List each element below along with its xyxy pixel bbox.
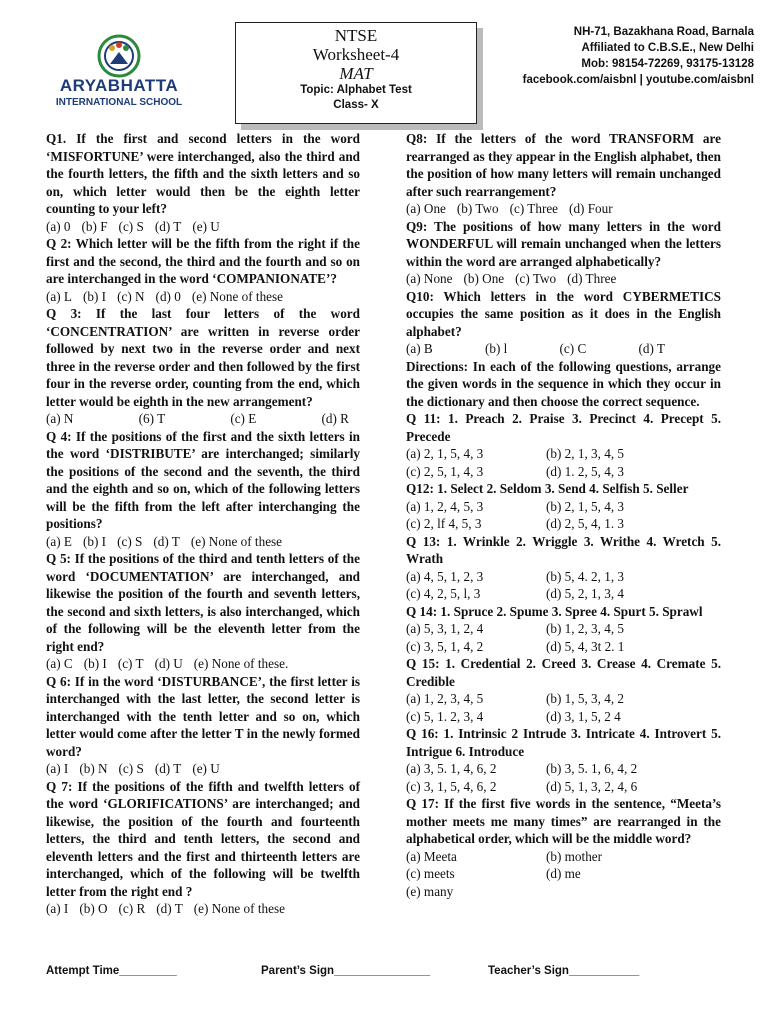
- option: (a) L: [46, 288, 72, 304]
- option: (a) 3, 5. 1, 4, 6, 2: [406, 761, 497, 776]
- question-17: [406, 795, 721, 900]
- option: (d) R: [321, 411, 349, 426]
- question-text: Q10: Which letters in the word CYBERMETICS occupies the same position as it does in the English alphabet?: [406, 288, 721, 339]
- option: (e) None of these.: [193, 656, 289, 671]
- option: (c) E: [230, 411, 257, 426]
- option: (b) I: [83, 656, 107, 671]
- options: [46, 410, 360, 428]
- worksheet-title-box: [235, 22, 477, 124]
- option: (d) T: [153, 533, 180, 549]
- option: (d) T: [154, 218, 182, 234]
- option: (a) 2, 1, 5, 4, 3: [406, 446, 484, 461]
- question-8: [406, 130, 721, 218]
- option: (d) 2, 5, 4, 1. 3: [546, 516, 625, 531]
- address-line: NH-71, Bazakhana Road, Barnala: [573, 26, 754, 38]
- question-2: [46, 235, 360, 305]
- option: (a) 4, 5, 1, 2, 3: [406, 568, 484, 584]
- option: (b) l: [484, 341, 508, 356]
- question-text: Q 16: 1. Intrinsic 2 Intrude 3. Intricate 4. Introvert 5. Intrigue 6. Introduce: [406, 726, 721, 759]
- option: (b) One: [463, 271, 505, 286]
- class-label: Class- X: [333, 99, 379, 111]
- option: (e) None of these: [191, 288, 284, 304]
- option: (a) 0: [46, 218, 71, 234]
- option: (6) T: [138, 411, 166, 426]
- option: (c) N: [117, 288, 145, 304]
- question-15: [406, 655, 721, 725]
- option: (a) E: [46, 533, 72, 549]
- address-line: Mob: 98154-72269, 93175-13128: [581, 58, 754, 70]
- school-logo: [44, 34, 194, 114]
- option: (d) T: [638, 341, 665, 356]
- option: (c) 5, 1. 2, 3, 4: [406, 708, 484, 724]
- option: (d) 0: [155, 288, 181, 304]
- option: (a) 1, 2, 3, 4, 5: [406, 691, 484, 706]
- attempt-time-field: Attempt Time_________: [46, 965, 177, 977]
- option: (b) 1, 2, 3, 4, 5: [546, 621, 625, 636]
- question-text: Q12: 1. Select 2. Seldom 3. Send 4. Selfish 5. Seller: [406, 481, 689, 496]
- question-6: [46, 673, 360, 778]
- option: (c) C: [559, 341, 587, 356]
- logo-name: ARYABHATTA: [59, 76, 179, 95]
- option: (c) Three: [509, 201, 559, 216]
- option: (e) None of these: [190, 533, 283, 549]
- question-4: [46, 428, 360, 551]
- teacher-sign-field: Teacher’s Sign___________: [488, 965, 640, 977]
- option: (c) R: [118, 901, 146, 916]
- option: (d) U: [154, 656, 183, 671]
- option: (a) Meeta: [406, 848, 457, 864]
- option: (d) Three: [567, 271, 617, 286]
- option: (b) 1, 5, 3, 4, 2: [546, 691, 625, 706]
- question-text: Q 7: If the positions of the fifth and twelfth letters of the word ‘GLORIFICATIONS’ are interchanged; and likewise, the position of the fourth and fourteenth letters, the third and tenth letters, the second and eleventh letters and the first and thirteenth letters are interchanged, which of the following will be twelfth letter from the right end ?: [46, 778, 360, 899]
- address-line: Affiliated to C.B.S.E., New Delhi: [581, 42, 754, 54]
- option: (a) N: [46, 411, 74, 426]
- option: (c) Two: [515, 271, 557, 286]
- option: (d) 5, 2, 1, 3, 4: [546, 586, 625, 601]
- question-text: Q 3: If the last four letters of the word ‘CONCENTRATION’ are written in reverse order followed by next two in the reverse order and next three in the reverse order and then followed by the first four in the reverse order, counting from the end, which letter would be eighth in the new arrangement?: [46, 306, 360, 409]
- option: (a) One: [406, 201, 446, 216]
- option: (a) 5, 3, 1, 2, 4: [406, 621, 484, 636]
- option: (a) I: [46, 901, 69, 916]
- option: (d) 5, 1, 3, 2, 4, 6: [546, 778, 638, 794]
- question-text: Q 2: Which letter will be the fifth from the right if the first and the second, the third and the fourth and so on are interchanged in the word ‘COMPANIONATE’?: [46, 236, 360, 286]
- option: (c) S: [118, 218, 144, 234]
- options: [406, 760, 721, 795]
- question-9: [406, 218, 721, 288]
- option: (b) 3, 5. 1, 6, 4, 2: [546, 761, 638, 776]
- right-column: [406, 130, 721, 900]
- option: (b) 2, 1, 5, 4, 3: [546, 498, 625, 514]
- option: (c) meets: [406, 866, 455, 881]
- option: (a) C: [46, 656, 73, 671]
- question-text: Q 13: 1. Wrinkle 2. Wriggle 3. Writhe 4. Wretch 5. Wrath: [406, 533, 721, 566]
- question-text: Q 4: If the positions of the first and the sixth letters in the word ‘DISTRIBUTE’ are interchanged; similarly the positions of the second and the seventh, the third and the eighth and so on, which of the following letters will be the fifth from the left after interchanging the positions?: [46, 428, 360, 531]
- option: (c) 3, 1, 5, 4, 6, 2: [406, 778, 497, 794]
- question-12: [406, 480, 721, 533]
- options: [46, 288, 360, 306]
- options: [406, 848, 721, 901]
- question-1: [46, 130, 360, 235]
- question-text: Q 15: 1. Credential 2. Creed 3. Crease 4. Cremate 5. Credible: [406, 656, 721, 689]
- question-text: Q 11: 1. Preach 2. Praise 3. Precinct 4. Precept 5. Precede: [406, 411, 721, 444]
- option: (b) Two: [456, 201, 499, 216]
- option: (a) B: [406, 341, 433, 356]
- options: [406, 270, 721, 288]
- title-ntse: NTSE: [334, 26, 378, 45]
- option: (d) 3, 1, 5, 2 4: [546, 708, 621, 724]
- option: (b) I: [83, 533, 107, 549]
- option: (e) many: [406, 883, 454, 899]
- address-line: facebook.com/aisbnl | youtube.com/aisbnl: [522, 74, 754, 86]
- option: (c) S: [118, 761, 144, 776]
- option: (a) 1, 2, 4, 5, 3: [406, 498, 484, 514]
- left-column: [46, 130, 360, 918]
- option: (e) U: [192, 761, 220, 776]
- option: (b) mother: [546, 848, 603, 864]
- question-text: Q1. If the first and second letters in the word ‘MISFORTUNE’ were interchanged, also the third and the fourth letters, the fifth and the sixth letters and so on, which letter would then be the eighth letter counting to your left?: [46, 131, 360, 216]
- option: (d) T: [156, 901, 183, 916]
- option: (d) me: [546, 866, 581, 881]
- option: (b) N: [79, 761, 108, 776]
- question-13: [406, 533, 721, 603]
- logo-emblem-icon: [86, 34, 152, 78]
- option: (d) 1. 2, 5, 4, 3: [546, 463, 625, 479]
- options: [46, 655, 360, 673]
- question-text: Q 6: If in the word ‘DISTURBANCE’, the first letter is interchanged with the last letter, the second letter is interchanged with the tenth letter and so on, which letter would come after the letter T in the newly formed word?: [46, 673, 360, 759]
- options: [46, 760, 360, 778]
- question-11: [406, 410, 721, 480]
- question-text: Q 5: If the positions of the third and tenth letters of the word ‘DOCUMENTATION’ are interchanged, and likewise the position of the fourth and seventh letters, the second and sixth letters, is also interchanged, which of the following will be the eleventh letter from the right end?: [46, 551, 360, 654]
- question-text: Q 14: 1. Spruce 2. Spume 3. Spree 4. Spurt 5. Sprawl: [406, 603, 703, 619]
- option: (b) 2, 1, 3, 4, 5: [546, 446, 625, 461]
- title-subject: MAT: [339, 64, 373, 83]
- options: [406, 445, 721, 480]
- options: [46, 218, 360, 236]
- question-text: Q9: The positions of how many letters in the word WONDERFUL will remain unchanged when the letters within the word are arranged alphabetically?: [406, 218, 721, 269]
- option: (b) O: [79, 901, 108, 916]
- option: (d) T: [154, 761, 182, 776]
- option: (b) F: [81, 218, 108, 234]
- option: (c) 2, lf 4, 5, 3: [406, 516, 482, 531]
- option: (b) I: [83, 288, 107, 304]
- question-3: [46, 305, 360, 428]
- options: [406, 620, 721, 655]
- question-10: [406, 288, 721, 358]
- option: (b) 5, 4. 2, 1, 3: [546, 568, 625, 584]
- option: (e) U: [192, 218, 220, 234]
- question-7: [46, 778, 360, 918]
- options: [406, 340, 676, 358]
- logo-subtitle: INTERNATIONAL SCHOOL: [55, 97, 183, 108]
- school-address: [523, 24, 754, 88]
- option: (c) S: [117, 533, 143, 549]
- options: [406, 690, 721, 725]
- question-text: Q8: If the letters of the word TRANSFORM are rearranged as they appear in the English alphabet, then the position of how many letters will remain unchanged after such rearrangement?: [406, 131, 721, 199]
- options: [46, 533, 360, 551]
- question-5: [46, 550, 360, 673]
- options: [406, 200, 721, 218]
- option: (c) T: [117, 656, 144, 671]
- option: (a) None: [406, 271, 453, 286]
- option: (a) I: [46, 761, 69, 776]
- option: (c) 2, 5, 1, 4, 3: [406, 463, 484, 479]
- option: (d) 5, 4, 3t 2. 1: [546, 638, 625, 654]
- title-worksheet: Worksheet-4: [312, 45, 400, 64]
- options: [406, 498, 721, 533]
- question-16: [406, 725, 721, 795]
- options: [46, 900, 360, 918]
- option: (c) 4, 2, 5, l, 3: [406, 586, 481, 601]
- option: (c) 3, 5, 1, 4, 2: [406, 638, 484, 654]
- option: (e) None of these: [193, 901, 285, 916]
- parent-sign-field: Parent’s Sign_______________: [261, 965, 431, 977]
- options: [406, 568, 721, 603]
- topic-label: Topic: Alphabet Test: [300, 84, 412, 96]
- option: (d) Four: [569, 201, 613, 216]
- directions-text: Directions: In each of the following questions, arrange the given words in the sequence in which they occur in the dictionary and then choose the correct sequence.: [406, 358, 721, 409]
- question-14: [406, 603, 721, 656]
- question-text: Q 17: If the first five words in the sentence, “Meeta’s mother meets me many times” are rearranged in the alphabetical order, which will be the middle word?: [406, 796, 721, 846]
